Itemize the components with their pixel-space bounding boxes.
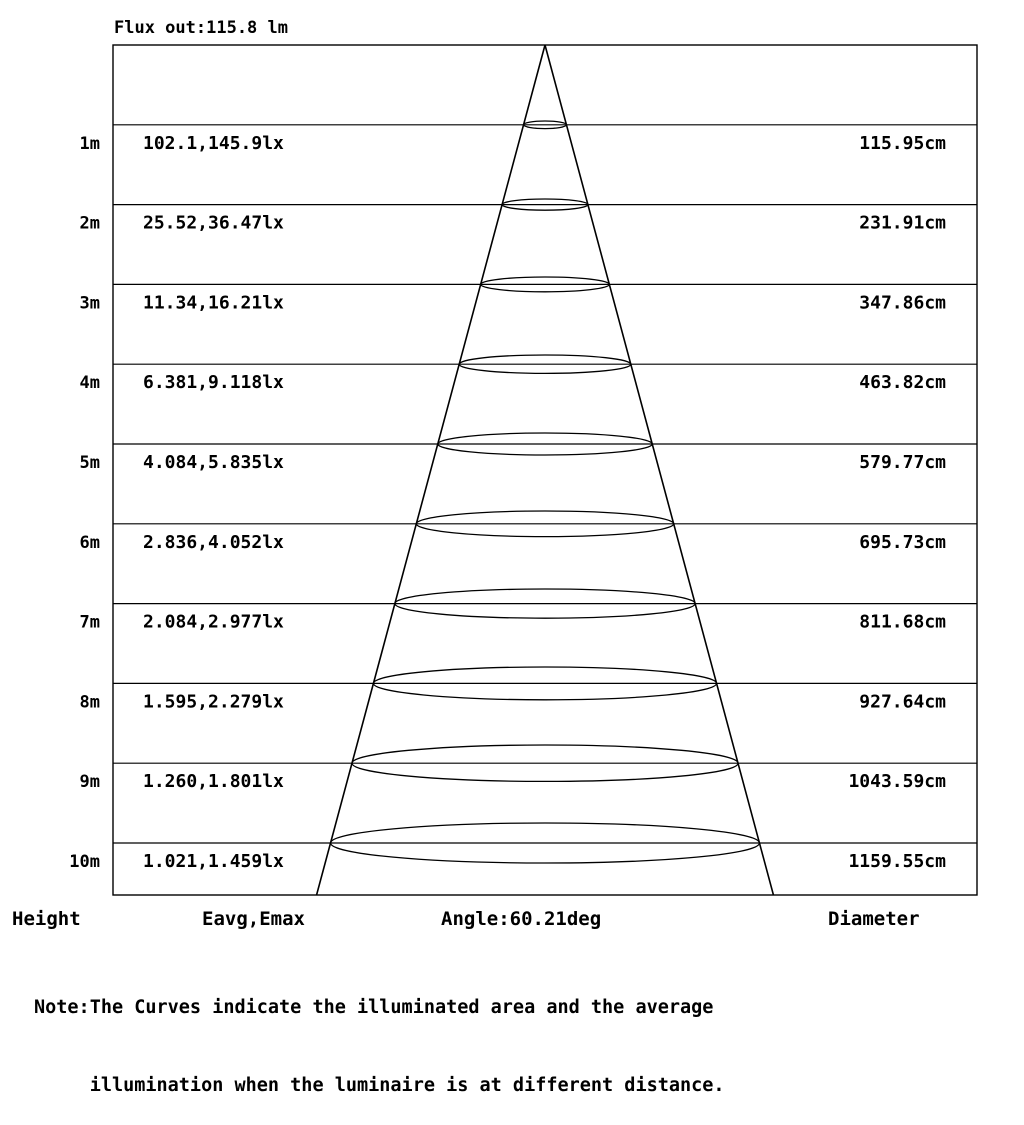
- diameter-value: 115.95cm: [859, 132, 946, 154]
- illuminance-value: 102.1,145.9lx: [143, 132, 284, 154]
- height-value: 8m: [79, 692, 100, 713]
- height-value: 1m: [79, 133, 100, 154]
- illuminance-value: 1.260,1.801lx: [143, 771, 284, 793]
- eavg-emax-axis-label: Eavg,Emax: [202, 908, 305, 930]
- diameter-value: 695.73cm: [859, 531, 946, 553]
- height-value: 3m: [79, 293, 100, 314]
- note-line-2: illumination when the luminaire is at different distance.: [34, 1075, 725, 1096]
- beam-edge-right: [545, 45, 773, 895]
- diameter-value: 463.82cm: [859, 372, 946, 394]
- height-value: 9m: [79, 772, 100, 793]
- height-axis-label: Height: [12, 908, 81, 930]
- height-value: 10m: [69, 852, 100, 872]
- beam-angle-label: Angle:60.21deg: [441, 908, 602, 930]
- illuminance-value: 2.836,4.052lx: [143, 531, 284, 553]
- height-value: 5m: [79, 453, 100, 473]
- height-value: 4m: [79, 373, 100, 394]
- beam-cone: [317, 45, 774, 895]
- diameter-value: 1043.59cm: [848, 771, 946, 793]
- note: [34, 943, 1014, 1125]
- diameter-value: 927.64cm: [859, 691, 946, 713]
- illuminance-value: 11.34,16.21lx: [143, 292, 284, 314]
- height-value: 7m: [79, 612, 100, 633]
- illuminance-value: 1.595,2.279lx: [143, 691, 284, 713]
- beam-edge-left: [317, 45, 545, 895]
- note-line-1: Note:The Curves indicate the illuminated area and the average: [34, 997, 714, 1018]
- illuminance-value: 2.084,2.977lx: [143, 611, 284, 633]
- diameter-value: 231.91cm: [859, 212, 946, 234]
- height-value: 6m: [79, 532, 100, 553]
- illuminance-value: 6.381,9.118lx: [143, 372, 284, 394]
- height-value: 2m: [79, 213, 100, 234]
- diameter-value: 579.77cm: [859, 452, 946, 473]
- distance-labels: [69, 133, 946, 872]
- diameter-value: 811.68cm: [859, 611, 946, 633]
- illuminated-area-curves: [331, 121, 760, 863]
- diameter-axis-label: Diameter: [828, 908, 920, 930]
- diameter-value: 347.86cm: [859, 292, 946, 314]
- flux-label: Flux out:115.8 lm: [114, 18, 288, 38]
- illuminance-value: 1.021,1.459lx: [143, 851, 284, 872]
- illuminance-value: 25.52,36.47lx: [143, 212, 284, 234]
- diameter-value: 1159.55cm: [848, 851, 946, 872]
- illuminance-value: 4.084,5.835lx: [143, 452, 284, 473]
